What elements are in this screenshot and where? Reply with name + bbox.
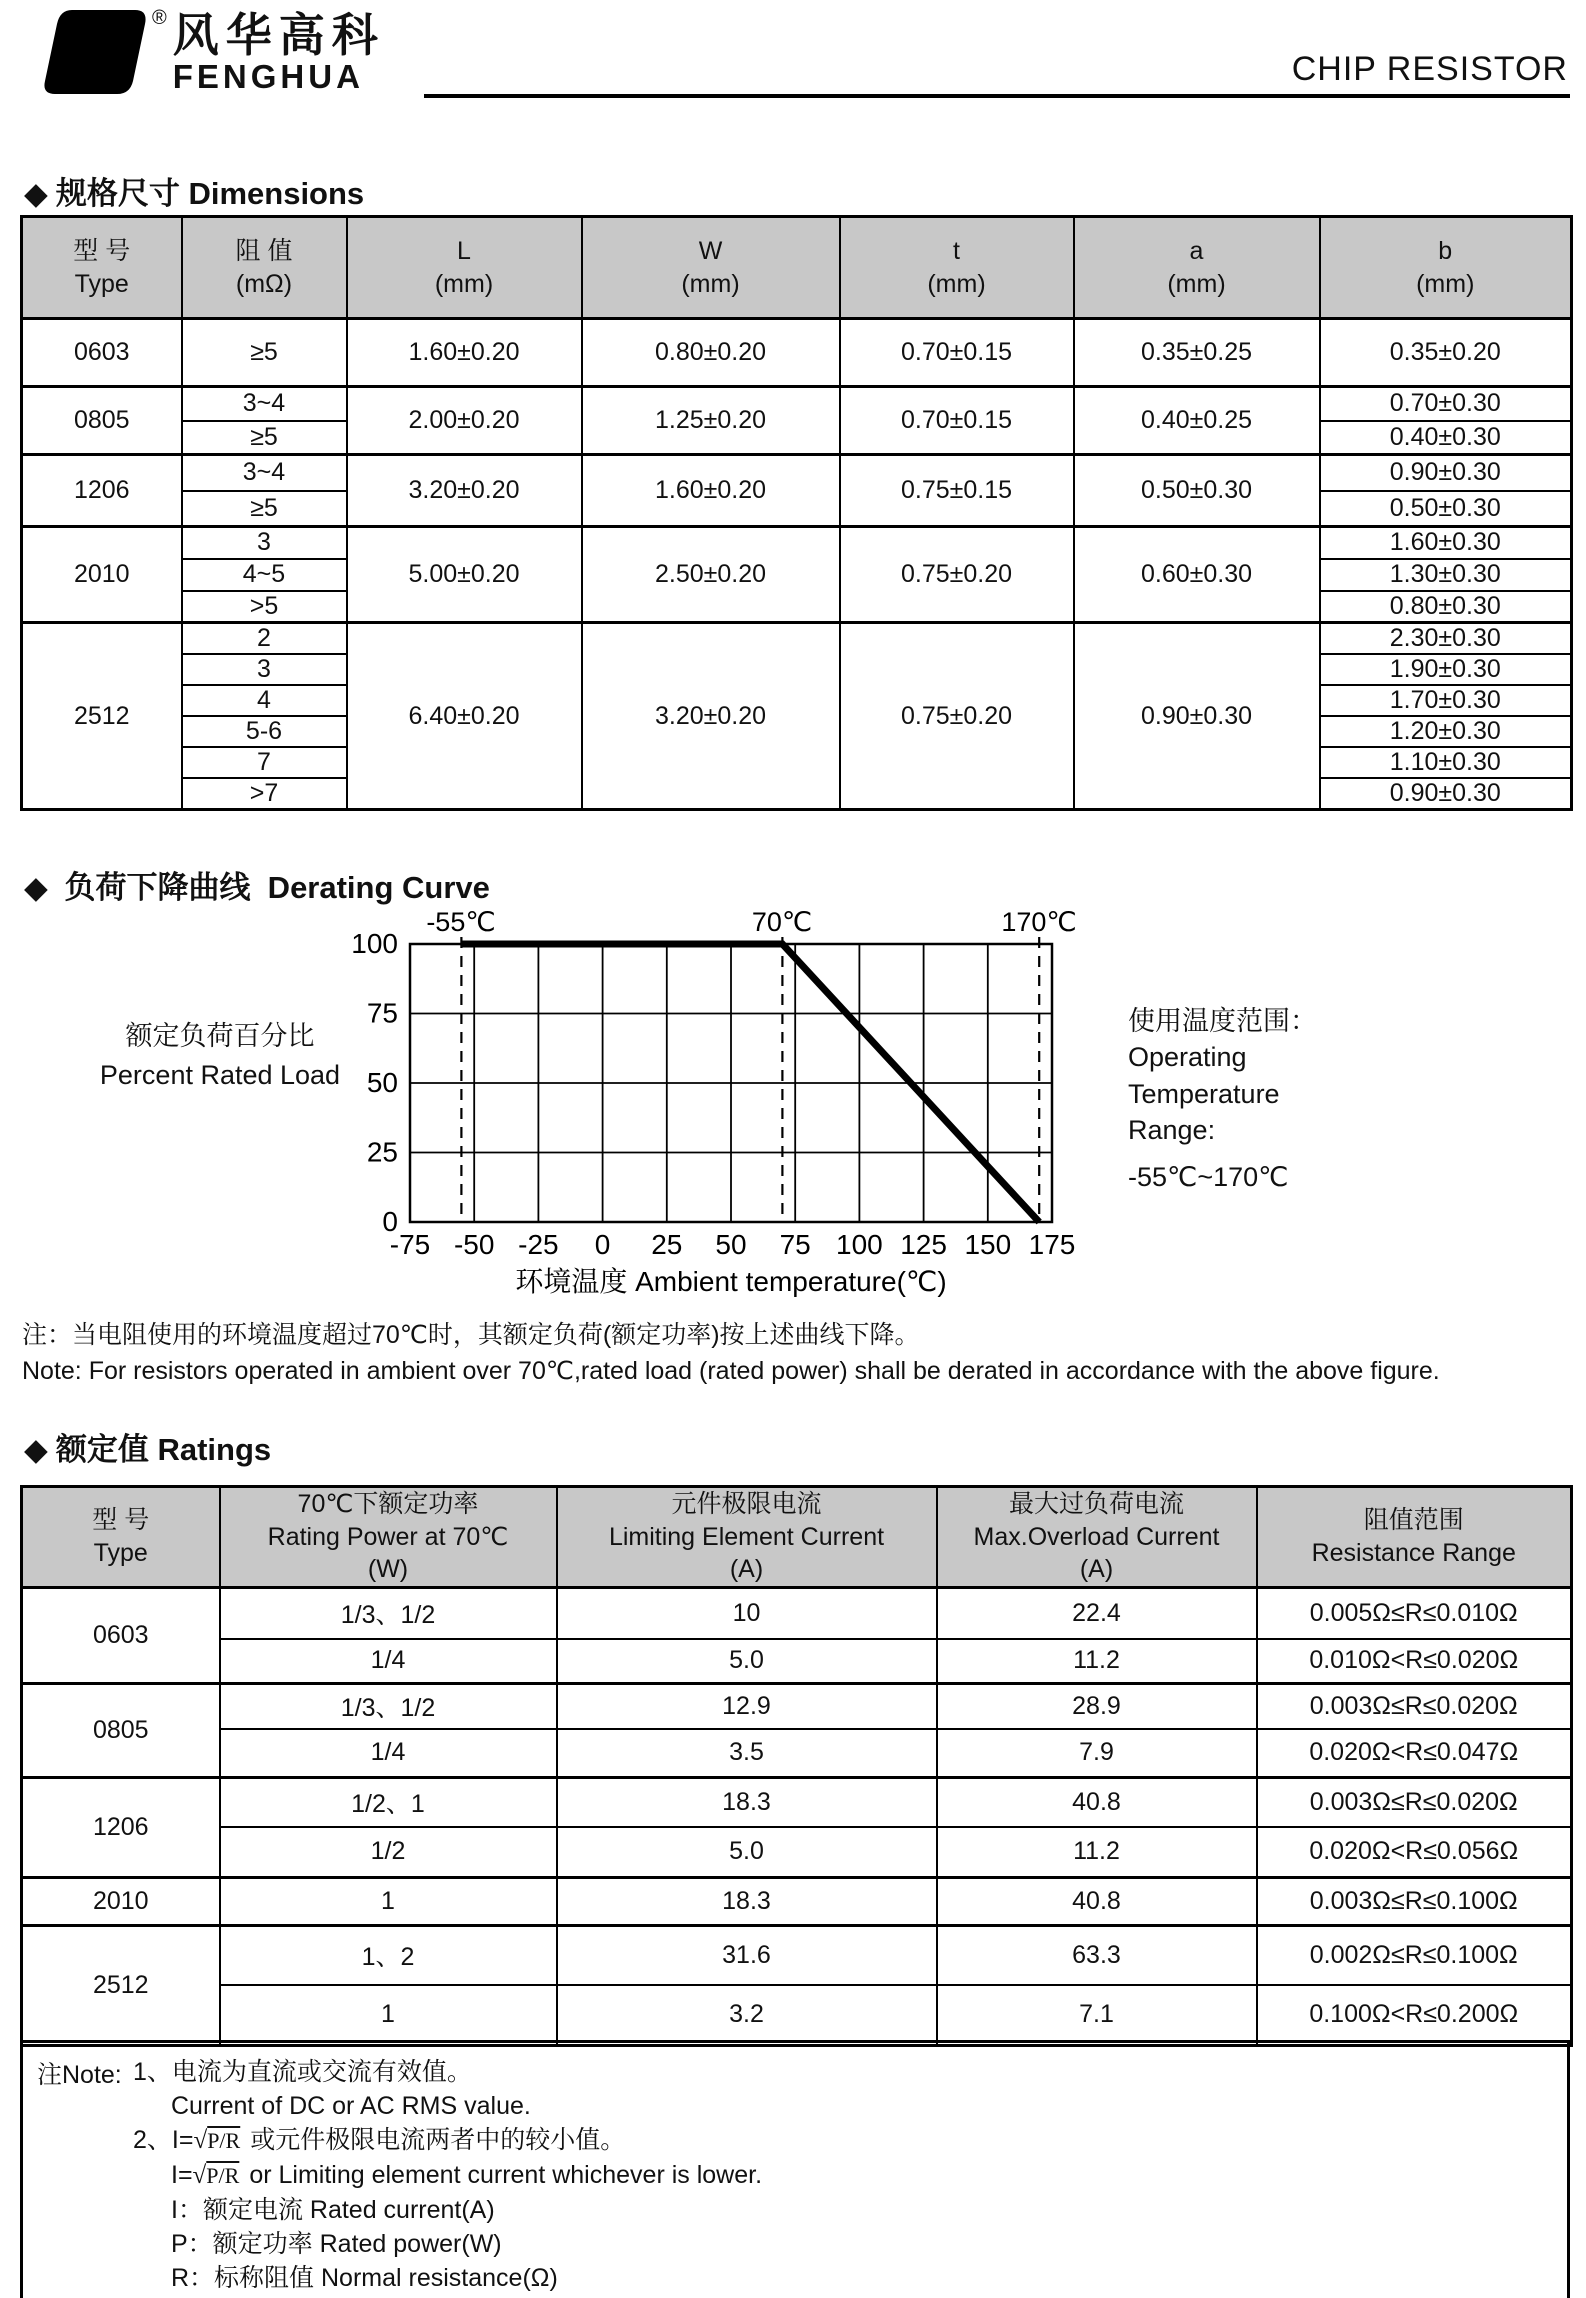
- ref-label-70: 70℃: [751, 907, 813, 937]
- table-row: 4 1.70±0.30: [22, 685, 1572, 716]
- y-tick-0: 0: [382, 1206, 398, 1237]
- dim-type: 2512: [22, 623, 182, 810]
- x-tick: -75: [389, 1229, 431, 1260]
- diamond-icon: ◆: [24, 1432, 48, 1467]
- grid-lines: [410, 944, 1052, 1222]
- table-row: 5-6 1.20±0.30: [22, 716, 1572, 747]
- dim-type: 0603: [22, 319, 182, 387]
- registered-trademark-icon: ®: [152, 7, 167, 29]
- derating-curve-chart: [0, 905, 1586, 1305]
- x-tick: 175: [1028, 1229, 1076, 1260]
- table-row: 0805 3~4 2.00±0.20 1.25±0.20 0.70±0.15 0.40±0.25 0.70±0.30: [22, 387, 1572, 421]
- note-body: [133, 2055, 762, 2295]
- section-title-derating: [24, 862, 490, 907]
- note-item2-en: I=√P/R or Limiting element current whichever is lower.: [171, 2161, 763, 2189]
- chart-x-axis-label: 环境温度 Ambient temperature(℃): [515, 1266, 947, 1297]
- note-item2-cn: 2、I=√P/R 或元件极限电流两者中的较小值。: [133, 2126, 626, 2154]
- note-item1-cn: 1、电流为直流或交流有效值。: [133, 2058, 472, 2086]
- dim-type: 0805: [22, 387, 182, 455]
- table-row: 3 1.90±0.30: [22, 654, 1572, 685]
- note-def-R: R：标称阻值 Normal resistance(Ω): [171, 2264, 558, 2292]
- diamond-icon: ◆: [24, 176, 48, 211]
- y-tick-50: 50: [366, 1067, 398, 1098]
- table-row: 1 3.2 7.1 0.100Ω<R≤0.200Ω: [22, 1985, 1572, 2045]
- table-header-row: [22, 1487, 1572, 1588]
- col-header-overload-current: 最大过负荷电流 Max.Overload Current (A): [937, 1487, 1257, 1588]
- brand-text: [172, 9, 385, 95]
- rating-type: 2010: [22, 1877, 220, 1925]
- derating-note: [22, 1318, 1570, 1389]
- ref-label-minus55: -55℃: [426, 907, 496, 937]
- dim-type: 2010: [22, 527, 182, 623]
- x-tick: 75: [779, 1229, 811, 1260]
- operating-temperature-note: 使用温度范围： Operating Temperature Range: -55℃~170℃: [1128, 1006, 1317, 1192]
- ratings-note-box: [20, 2040, 1570, 2298]
- reference-lines: [461, 937, 1039, 1222]
- document-title: CHIP RESISTOR: [1291, 50, 1568, 88]
- logo-monogram-text: FH: [63, 26, 133, 84]
- table-row: 0603 ≥5 1.60±0.20 0.80±0.20 0.70±0.15 0.35±0.25 0.35±0.20: [22, 319, 1572, 387]
- table-row: 1206 3~4 3.20±0.20 1.60±0.20 0.75±0.15 0.50±0.30 0.90±0.30: [22, 455, 1572, 491]
- table-row: 1/2 5.0 11.2 0.020Ω<R≤0.056Ω: [22, 1827, 1572, 1877]
- section-title-ratings: [24, 1424, 271, 1469]
- x-tick: 50: [715, 1229, 747, 1260]
- derating-note-cn: 注：当电阻使用的环境温度超过70℃时，其额定负荷(额定功率)按上述曲线下降。: [22, 1321, 920, 1349]
- chart-y-axis-label: 额定负荷百分比 Percent Rated Load: [99, 1021, 341, 1091]
- sqrt-icon: √: [192, 2162, 207, 2189]
- fenghua-logo: [40, 8, 385, 96]
- x-tick: -25: [518, 1229, 559, 1260]
- table-row: 2512 1、2 31.6 63.3 0.002Ω≤R≤0.100Ω: [22, 1925, 1572, 1985]
- section-title-derating-label: 负荷下降曲线 Derating Curve: [55, 870, 490, 905]
- section-title-ratings-label: 额定值 Ratings: [55, 1432, 272, 1467]
- col-header-type: 型 号 Type: [22, 1487, 220, 1588]
- y-tick-25: 25: [366, 1136, 398, 1168]
- table-row: 4~5 1.30±0.30: [22, 559, 1572, 591]
- ref-label-170: 170℃: [1001, 907, 1077, 937]
- col-header-t: t (mm): [840, 217, 1074, 319]
- table-row: 7 1.10±0.30: [22, 747, 1572, 778]
- x-tick: 100: [836, 1229, 883, 1260]
- x-tick: 125: [900, 1229, 947, 1260]
- sqrt-icon: √: [193, 2127, 208, 2154]
- table-row: >5 0.80±0.30: [22, 591, 1572, 623]
- derating-plot: [0, 905, 1100, 1305]
- col-header-rating-power: 70℃下额定功率 Rating Power at 70℃ (W): [220, 1487, 557, 1588]
- fenghua-logo-mark-icon: [40, 8, 150, 96]
- table-row: 2010 1 18.3 40.8 0.003Ω≤R≤0.100Ω: [22, 1877, 1572, 1925]
- note-def-P: P：额定功率 Rated power(W): [171, 2230, 502, 2258]
- note-item1-en: Current of DC or AC RMS value.: [171, 2092, 531, 2120]
- diamond-icon: ◆: [24, 870, 48, 905]
- col-header-a: a (mm): [1074, 217, 1320, 319]
- table-row: ≥5 0.50±0.30: [22, 491, 1572, 527]
- col-header-resistance-range: 阻值范围 Resistance Range: [1257, 1487, 1572, 1588]
- x-tick: 0: [594, 1229, 611, 1260]
- table-row: 0805 1/3、1/2 12.9 28.9 0.003Ω≤R≤0.020Ω: [22, 1683, 1572, 1729]
- x-tick: 25: [651, 1229, 683, 1260]
- table-row: 1/4 3.5 7.9 0.020Ω<R≤0.047Ω: [22, 1729, 1572, 1777]
- table-row: 2512 2 6.40±0.20 3.20±0.20 0.75±0.20 0.90±0.30 2.30±0.30: [22, 623, 1572, 655]
- dimensions-table: [20, 215, 1573, 811]
- y-tick-75: 75: [366, 997, 398, 1029]
- table-row: 2010 3 5.00±0.20 2.50±0.20 0.75±0.20 0.60±0.30 1.60±0.30: [22, 527, 1572, 559]
- col-header-resistance: 阻 值 (mΩ): [182, 217, 347, 319]
- ratings-table: [20, 1485, 1573, 2047]
- table-row: 1206 1/2、1 18.3 40.8 0.003Ω≤R≤0.020Ω: [22, 1777, 1572, 1827]
- brand-name-cn: 风华高科: [172, 9, 385, 61]
- header-divider: [424, 94, 1570, 98]
- section-title-dimensions: [24, 168, 364, 213]
- table-row: >7 0.90±0.30: [22, 778, 1572, 810]
- derating-note-en: Note: For resistors operated in ambient over 70℃,rated load (rated power) shall be derated in accordance with the above figure.: [22, 1356, 1440, 1385]
- note-label: 注Note:: [37, 2061, 122, 2089]
- table-header-row: [22, 217, 1572, 319]
- col-header-limiting-current: 元件极限电流 Limiting Element Current (A): [557, 1487, 937, 1588]
- rating-type: 0805: [22, 1683, 220, 1777]
- rating-type: 2512: [22, 1925, 220, 2045]
- note-def-I: I：额定电流 Rated current(A): [171, 2196, 495, 2224]
- table-row: ≥5 0.40±0.30: [22, 421, 1572, 455]
- section-title-dimensions-label: 规格尺寸 Dimensions: [55, 176, 365, 211]
- col-header-W: W (mm): [582, 217, 840, 319]
- rating-type: 0603: [22, 1587, 220, 1683]
- x-tick: -50: [453, 1229, 495, 1260]
- col-header-type: 型 号 Type: [22, 217, 182, 319]
- col-header-L: L (mm): [347, 217, 582, 319]
- dim-type: 1206: [22, 455, 182, 527]
- y-tick-100: 100: [351, 928, 398, 959]
- col-header-b: b (mm): [1320, 217, 1572, 319]
- rating-type: 1206: [22, 1777, 220, 1877]
- table-row: 1/4 5.0 11.2 0.010Ω<R≤0.020Ω: [22, 1639, 1572, 1683]
- table-row: 0603 1/3、1/2 10 22.4 0.005Ω≤R≤0.010Ω: [22, 1587, 1572, 1639]
- brand-name-en: FENGHUA: [172, 58, 364, 95]
- x-tick: 150: [964, 1229, 1012, 1260]
